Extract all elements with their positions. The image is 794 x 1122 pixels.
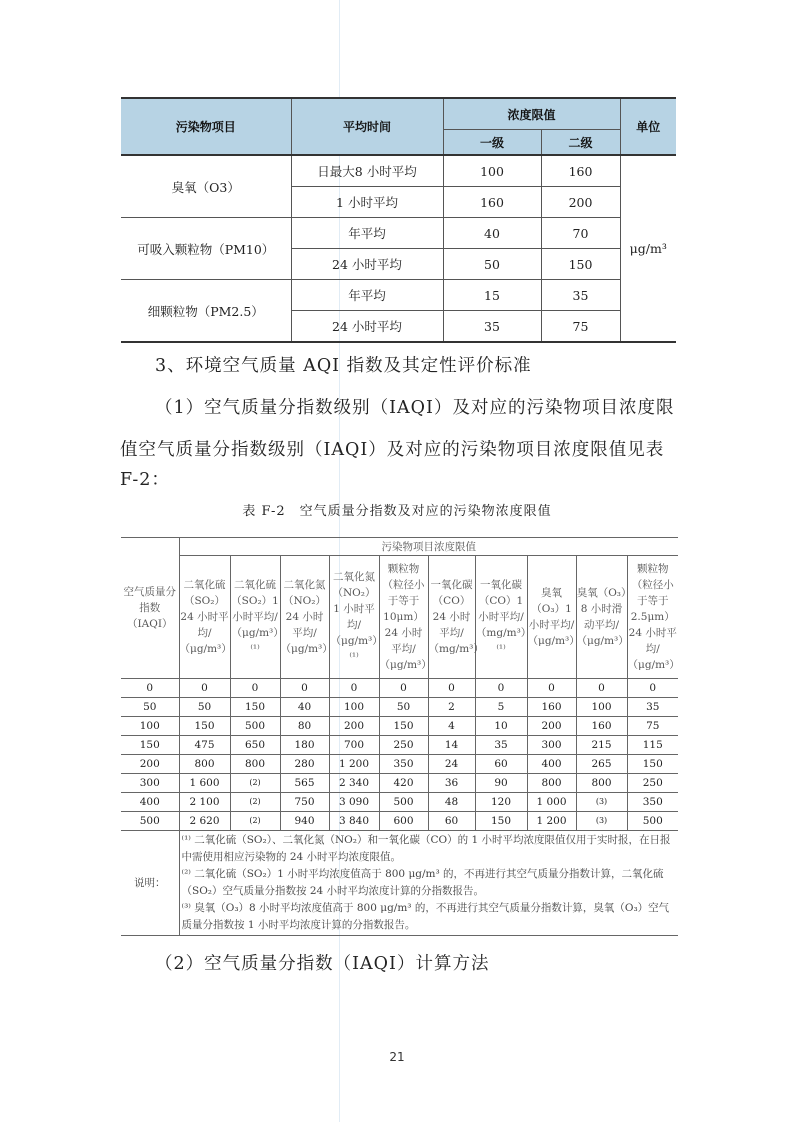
grade1-cell: 40 xyxy=(443,218,541,249)
grade1-cell: 50 xyxy=(443,249,541,280)
avg-time-cell: 年平均 xyxy=(291,280,443,311)
value-cell: 150 xyxy=(475,812,527,831)
value-cell: 14 xyxy=(428,736,475,755)
value-cell: 500 xyxy=(627,812,678,831)
value-cell: 90 xyxy=(475,774,527,793)
grade2-cell: 35 xyxy=(541,280,620,311)
table-row xyxy=(121,698,678,717)
value-cell: (2) xyxy=(230,774,280,793)
value-cell: 100 xyxy=(576,698,627,717)
value-cell: 36 xyxy=(428,774,475,793)
table-row xyxy=(121,793,678,812)
header-iaqi: 空气质量分指数（IAQI） xyxy=(121,538,179,679)
grade2-cell: 70 xyxy=(541,218,620,249)
value-cell: 2 340 xyxy=(329,774,379,793)
pollutant-cell: 可吸入颗粒物（PM10） xyxy=(121,218,291,280)
grade1-cell: 160 xyxy=(443,187,541,218)
value-cell: 60 xyxy=(475,755,527,774)
value-cell: 400 xyxy=(527,755,576,774)
paragraph-line: F-2： xyxy=(120,470,170,490)
header-grade1: 一级 xyxy=(443,130,541,156)
avg-time-cell: 年平均 xyxy=(291,218,443,249)
paragraph-line: （1）空气质量分指数级别（IAQI）及对应的污染物项目浓度限 xyxy=(155,398,675,418)
table-row xyxy=(121,218,676,249)
header-unit: 单位 xyxy=(620,98,676,155)
value-cell: 250 xyxy=(627,774,678,793)
value-cell: 940 xyxy=(280,812,329,831)
grade2-cell: 160 xyxy=(541,155,620,187)
value-cell: 350 xyxy=(379,755,428,774)
value-cell: 150 xyxy=(379,717,428,736)
paragraph-line: 值空气质量分指数级别（IAQI）及对应的污染物项目浓度限值见表 xyxy=(120,440,665,460)
section-heading: （2）空气质量分指数（IAQI）计算方法 xyxy=(155,954,490,974)
value-cell: 160 xyxy=(527,698,576,717)
value-cell: 0 xyxy=(527,679,576,698)
value-cell: 3 840 xyxy=(329,812,379,831)
value-cell: 650 xyxy=(230,736,280,755)
value-cell: (3) xyxy=(576,793,627,812)
iaqi-cell: 200 xyxy=(121,755,179,774)
value-cell: 300 xyxy=(527,736,576,755)
value-cell: (3) xyxy=(576,812,627,831)
value-cell: 750 xyxy=(280,793,329,812)
value-cell: 1 600 xyxy=(179,774,230,793)
value-cell: 1 200 xyxy=(329,755,379,774)
value-cell: 48 xyxy=(428,793,475,812)
header-column: 一氧化碳（CO）24 小时平均/（mg/m³） xyxy=(428,556,475,679)
table-row xyxy=(121,755,678,774)
avg-time-cell: 24 小时平均 xyxy=(291,249,443,280)
iaqi-cell: 300 xyxy=(121,774,179,793)
iaqi-cell: 400 xyxy=(121,793,179,812)
note-item: ⁽²⁾ 二氧化硫（SO₂）1 小时平均浓度值高于 800 μg/m³ 的，不再进行其空气质量分指数计算，二氧化硫（SO₂）空气质量分指数按 24 小时平均浓度计算的分指数报告。 xyxy=(181,868,664,897)
table-caption: 表 F-2 空气质量分指数及对应的污染物浓度限值 xyxy=(242,504,552,519)
note-item: ⁽¹⁾ 二氧化硫（SO₂）、二氧化氮（NO₂）和一氧化碳（CO）的 1 小时平均浓度限值仅用于实时报，在日报中需使用相应污染物的 24 小时平均浓度限值。 xyxy=(181,834,671,863)
value-cell: 1 000 xyxy=(527,793,576,812)
value-cell: 180 xyxy=(280,736,329,755)
header-pollutant: 污染物项目 xyxy=(121,98,291,155)
header-column: 二氧化氮（NO₂）1 小时平均/（μg/m³）⁽¹⁾ xyxy=(329,556,379,679)
value-cell: 600 xyxy=(379,812,428,831)
section-heading: 3、环境空气质量 AQI 指数及其定性评价标准 xyxy=(155,356,532,376)
value-cell: 100 xyxy=(329,698,379,717)
value-cell: 2 xyxy=(428,698,475,717)
header-grade2: 二级 xyxy=(541,130,620,156)
value-cell: 75 xyxy=(627,717,678,736)
header-column: 二氧化硫（SO₂）1 小时平均/（μg/m³）⁽¹⁾ xyxy=(230,556,280,679)
value-cell: 115 xyxy=(627,736,678,755)
value-cell: 24 xyxy=(428,755,475,774)
avg-time-cell: 24 小时平均 xyxy=(291,311,443,343)
value-cell: 500 xyxy=(379,793,428,812)
iaqi-cell: 0 xyxy=(121,679,179,698)
value-cell: 0 xyxy=(576,679,627,698)
header-column: 臭氧（O₃）1 小时平均/（μg/m³） xyxy=(527,556,576,679)
value-cell: 160 xyxy=(576,717,627,736)
header-column: 颗粒物（粒径小于等于10μm）24 小时平均/（μg/m³） xyxy=(379,556,428,679)
value-cell: 150 xyxy=(627,755,678,774)
value-cell: 800 xyxy=(576,774,627,793)
iaqi-cell: 150 xyxy=(121,736,179,755)
header-column: 二氧化硫（SO₂）24 小时平均/（μg/m³） xyxy=(179,556,230,679)
value-cell: 265 xyxy=(576,755,627,774)
grade2-cell: 75 xyxy=(541,311,620,343)
value-cell: 1 200 xyxy=(527,812,576,831)
grade1-cell: 35 xyxy=(443,311,541,343)
value-cell: 500 xyxy=(230,717,280,736)
value-cell: 0 xyxy=(179,679,230,698)
pollutant-cell: 细颗粒物（PM2.5） xyxy=(121,280,291,343)
value-cell: 250 xyxy=(379,736,428,755)
header-group: 污染物项目浓度限值 xyxy=(179,538,678,556)
value-cell: 700 xyxy=(329,736,379,755)
grade1-cell: 15 xyxy=(443,280,541,311)
table-row xyxy=(121,717,678,736)
iaqi-cell: 50 xyxy=(121,698,179,717)
value-cell: 0 xyxy=(428,679,475,698)
value-cell: 2 100 xyxy=(179,793,230,812)
value-cell: 0 xyxy=(379,679,428,698)
header-column: 臭氧（O₃）8 小时滑动平均/（μg/m³） xyxy=(576,556,627,679)
value-cell: 215 xyxy=(576,736,627,755)
value-cell: 80 xyxy=(280,717,329,736)
value-cell: 200 xyxy=(527,717,576,736)
table-row xyxy=(121,812,678,831)
header-column: 二氧化氮（NO₂）24 小时平均/（μg/m³） xyxy=(280,556,329,679)
value-cell: 35 xyxy=(475,736,527,755)
value-cell: 3 090 xyxy=(329,793,379,812)
notes-label: 说明： xyxy=(121,831,179,936)
pollutant-cell: 臭氧（O3） xyxy=(121,155,291,218)
grade2-cell: 200 xyxy=(541,187,620,218)
header-avg-time: 平均时间 xyxy=(291,98,443,155)
value-cell: 800 xyxy=(230,755,280,774)
note-item: ⁽³⁾ 臭氧（O₃）8 小时平均浓度值高于 800 μg/m³ 的，不再进行其空气质量分指数计算，臭氧（O₃）空气质量分指数按 1 小时平均浓度计算的分指数报告。 xyxy=(181,902,670,931)
value-cell: 800 xyxy=(527,774,576,793)
value-cell: 10 xyxy=(475,717,527,736)
value-cell: 2 620 xyxy=(179,812,230,831)
value-cell: 200 xyxy=(329,717,379,736)
value-cell: 50 xyxy=(179,698,230,717)
value-cell: 5 xyxy=(475,698,527,717)
grade1-cell: 100 xyxy=(443,155,541,187)
value-cell: 40 xyxy=(280,698,329,717)
table-row xyxy=(121,155,676,187)
iaqi-cell: 100 xyxy=(121,717,179,736)
unit-cell: μg/m³ xyxy=(620,155,676,342)
value-cell: 0 xyxy=(329,679,379,698)
header-limit: 浓度限值 xyxy=(443,98,620,130)
pollutant-limits-table xyxy=(121,97,676,343)
value-cell: (2) xyxy=(230,793,280,812)
value-cell: 120 xyxy=(475,793,527,812)
value-cell: 60 xyxy=(428,812,475,831)
value-cell: 800 xyxy=(179,755,230,774)
avg-time-cell: 1 小时平均 xyxy=(291,187,443,218)
notes-cell xyxy=(179,831,678,936)
iaqi-cell: 500 xyxy=(121,812,179,831)
value-cell: (2) xyxy=(230,812,280,831)
value-cell: 35 xyxy=(627,698,678,717)
table-row xyxy=(121,280,676,311)
value-cell: 50 xyxy=(379,698,428,717)
header-column: 颗粒物（粒径小于等于2.5μm）24 小时平均/（μg/m³） xyxy=(627,556,678,679)
iaqi-limits-table xyxy=(121,537,678,936)
table-row xyxy=(121,679,678,698)
value-cell: 475 xyxy=(179,736,230,755)
table-row xyxy=(121,774,678,793)
table-row xyxy=(121,736,678,755)
page-number: 21 xyxy=(389,1050,405,1064)
grade2-cell: 150 xyxy=(541,249,620,280)
value-cell: 350 xyxy=(627,793,678,812)
value-cell: 0 xyxy=(627,679,678,698)
value-cell: 0 xyxy=(230,679,280,698)
value-cell: 0 xyxy=(280,679,329,698)
value-cell: 150 xyxy=(179,717,230,736)
value-cell: 4 xyxy=(428,717,475,736)
value-cell: 150 xyxy=(230,698,280,717)
avg-time-cell: 日最大8 小时平均 xyxy=(291,155,443,187)
value-cell: 0 xyxy=(475,679,527,698)
value-cell: 565 xyxy=(280,774,329,793)
value-cell: 280 xyxy=(280,755,329,774)
value-cell: 420 xyxy=(379,774,428,793)
header-column: 一氧化碳（CO）1 小时平均/（mg/m³）⁽¹⁾ xyxy=(475,556,527,679)
